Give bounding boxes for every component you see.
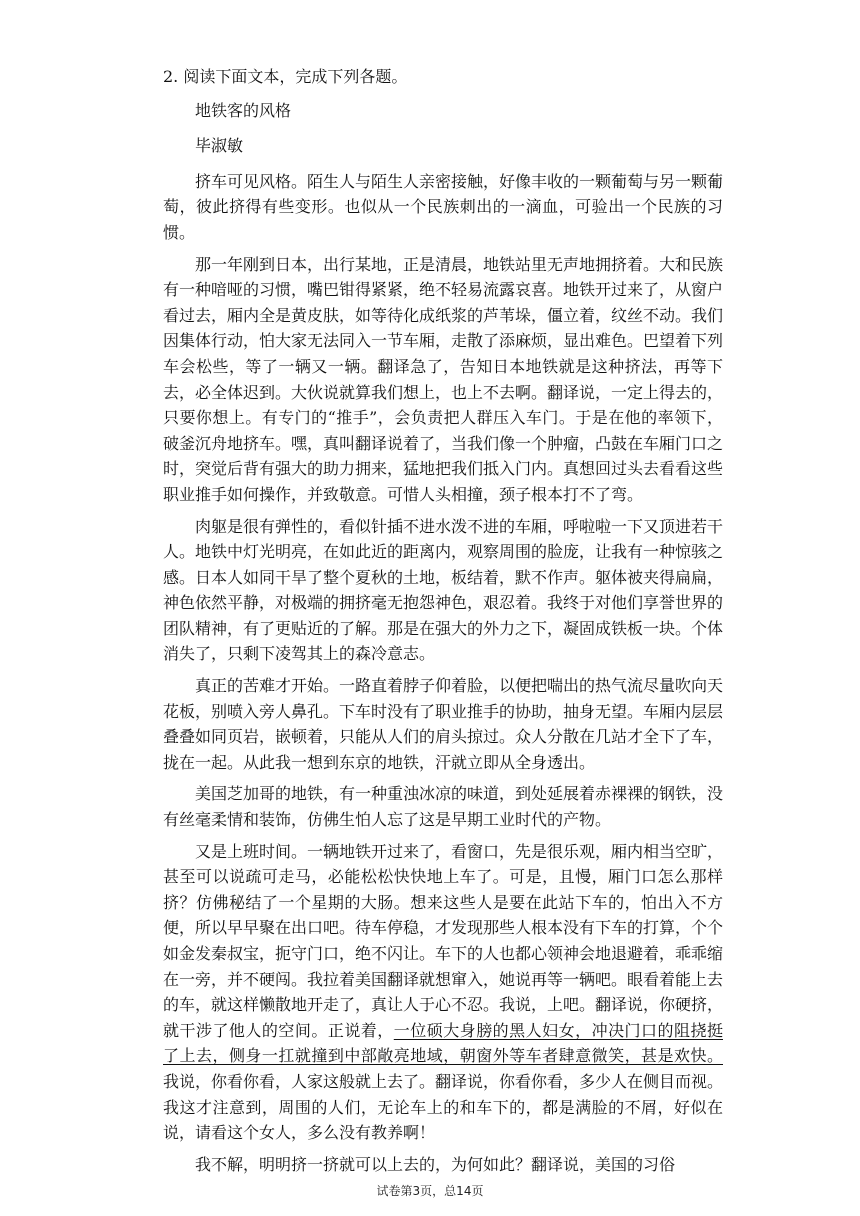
paragraph-7: 我不解，明明挤一挤就可以上去的，为何如此？翻译说，美国的习俗	[195, 1154, 676, 1174]
paragraph-1: 挤车可见风格。陌生人与陌生人亲密接触，好像丰收的一颗葡萄与另一颗葡萄，彼此挤得有些变形。也似从一个民族刺出的一滴血，可验出一个民族的习惯。	[163, 171, 724, 242]
paragraph-2: 那一年刚到日本，出行某地，正是清晨，地铁站里无声地拥挤着。大和民族有一种喑哑的习惯，嘴巴钳得紧紧，绝不轻易流露哀喜。地铁开过来了，从窗户看过去，厢内全是黄皮肤，如等待化成纸浆的芦苇垛，僵立着，纹丝不动。我们因集体行动，怕大家无法同入一节车厢，走散了添麻烦，显出难色。巴望着下列车会松些，等了一辆又一辆。翻译急了，告知日本地铁就是这种挤法，再等下去，必全体迟到。大伙说就算我们想上，也上不去啊。翻译说，一定上得去的，只要你想上。有专门的“推手”，会负责把人群压入车门。于是在他的率领下，破釜沉舟地挤车。嘿，真叫翻译说着了，当我们像一个肿瘤，凸鼓在车厢门口之时，突觉后背有强大的助力拥来，猛地把我们抵入门内。真想回过头去看看这些职业推手如何操作，并致敬意。可惜人头相撞，颈子根本打不了弯。	[163, 254, 724, 504]
paragraph-6-text-after: 我说，你看你看，人家这般就上去了。翻译说，你看你看，多少人在侧目而视。我这才注意到，周围的人们，无论车上的和车下的，都是满脸的不屑，好似在说，请看这个女人，多么没有教养啊！	[163, 1071, 724, 1143]
question-prompt: 2. 阅读下面文本，完成下列各题。	[163, 67, 408, 86]
paragraph-5: 美国芝加哥的地铁，有一种重浊冰凉的味道，到处延展着赤裸裸的钢铁，没有丝毫柔情和装饰，仿佛生怕人忘了这是早期工业时代的产物。	[163, 784, 724, 830]
paragraph-3: 肉躯是很有弹性的，看似针插不进水泼不进的车厢，呼啦啦一下又顶进若干人。地铁中灯光明亮，在如此近的距离内，观察周围的脸庞，让我有一种惊骇之感。日本人如同干旱了整个夏秋的土地，板结着，默不作声。躯体被夹得扁扁，神色依然平静，对极端的拥挤毫无抱怨神色，艰忍着。我终于对他们享誉世界的团队精神，有了更贴近的了解。那是在强大的外力之下，凝固成铁板一块。个体消失了，只剩下凌驾其上的森冷意志。	[163, 516, 724, 664]
article-title: 地铁客的风格	[195, 100, 292, 120]
reading-passage	[163, 64, 723, 1183]
paragraph-4: 真正的苦难才开始。一路直着脖子仰着脸，以便把喘出的热气流尽量吹向天花板，别喷入旁人鼻孔。下车时没有了职业推手的协助，抽身无望。车厢内层层叠叠如同页岩，嵌顿着，只能从人们的肩头掠过。众人分散在几站才全下了车，拢在一起。从此我一想到东京的地铁，汗就立即从全身透出。	[163, 676, 724, 772]
paragraph-6	[163, 839, 723, 1146]
article-author: 毕淑敏	[195, 136, 244, 156]
page-footer: 试卷第3页，总14页	[376, 1184, 484, 1198]
underlined-sentence: 一位硕大身膀的黑人妇女，冲决门口的阻挠挺了上去，侧身一扛就撞到中部敞亮地域，朝窗外等车者肆意微笑，甚是欢快。	[163, 1020, 723, 1066]
paragraph-6-text-before: 又是上班时间。一辆地铁开过来了，看窗口，先是很乐观，厢内相当空旷，甚至可以说疏可走马，必能松松快快地上车了。可是，且慢，厢门口怎么那样挤？仿佛秘结了一个星期的大肠。想来这些人是要在此站下车的，怕出入不方便，所以早早聚在出口吧。待车停稳，才发现那些人根本没有下车的打算，个个如金发秦叔宝，扼守门口，绝不闪让。车下的人也都心领神会地退避着，乖乖缩在一旁，并不硬闯。我拉着美国翻译就想窜入，她说再等一辆吧。眼看着能上去的车，就这样懒散地开走了，真让人于心不忍。我说，上吧。翻译说，你硬挤，就干涉了他人的空间。正说着，	[163, 841, 724, 1040]
